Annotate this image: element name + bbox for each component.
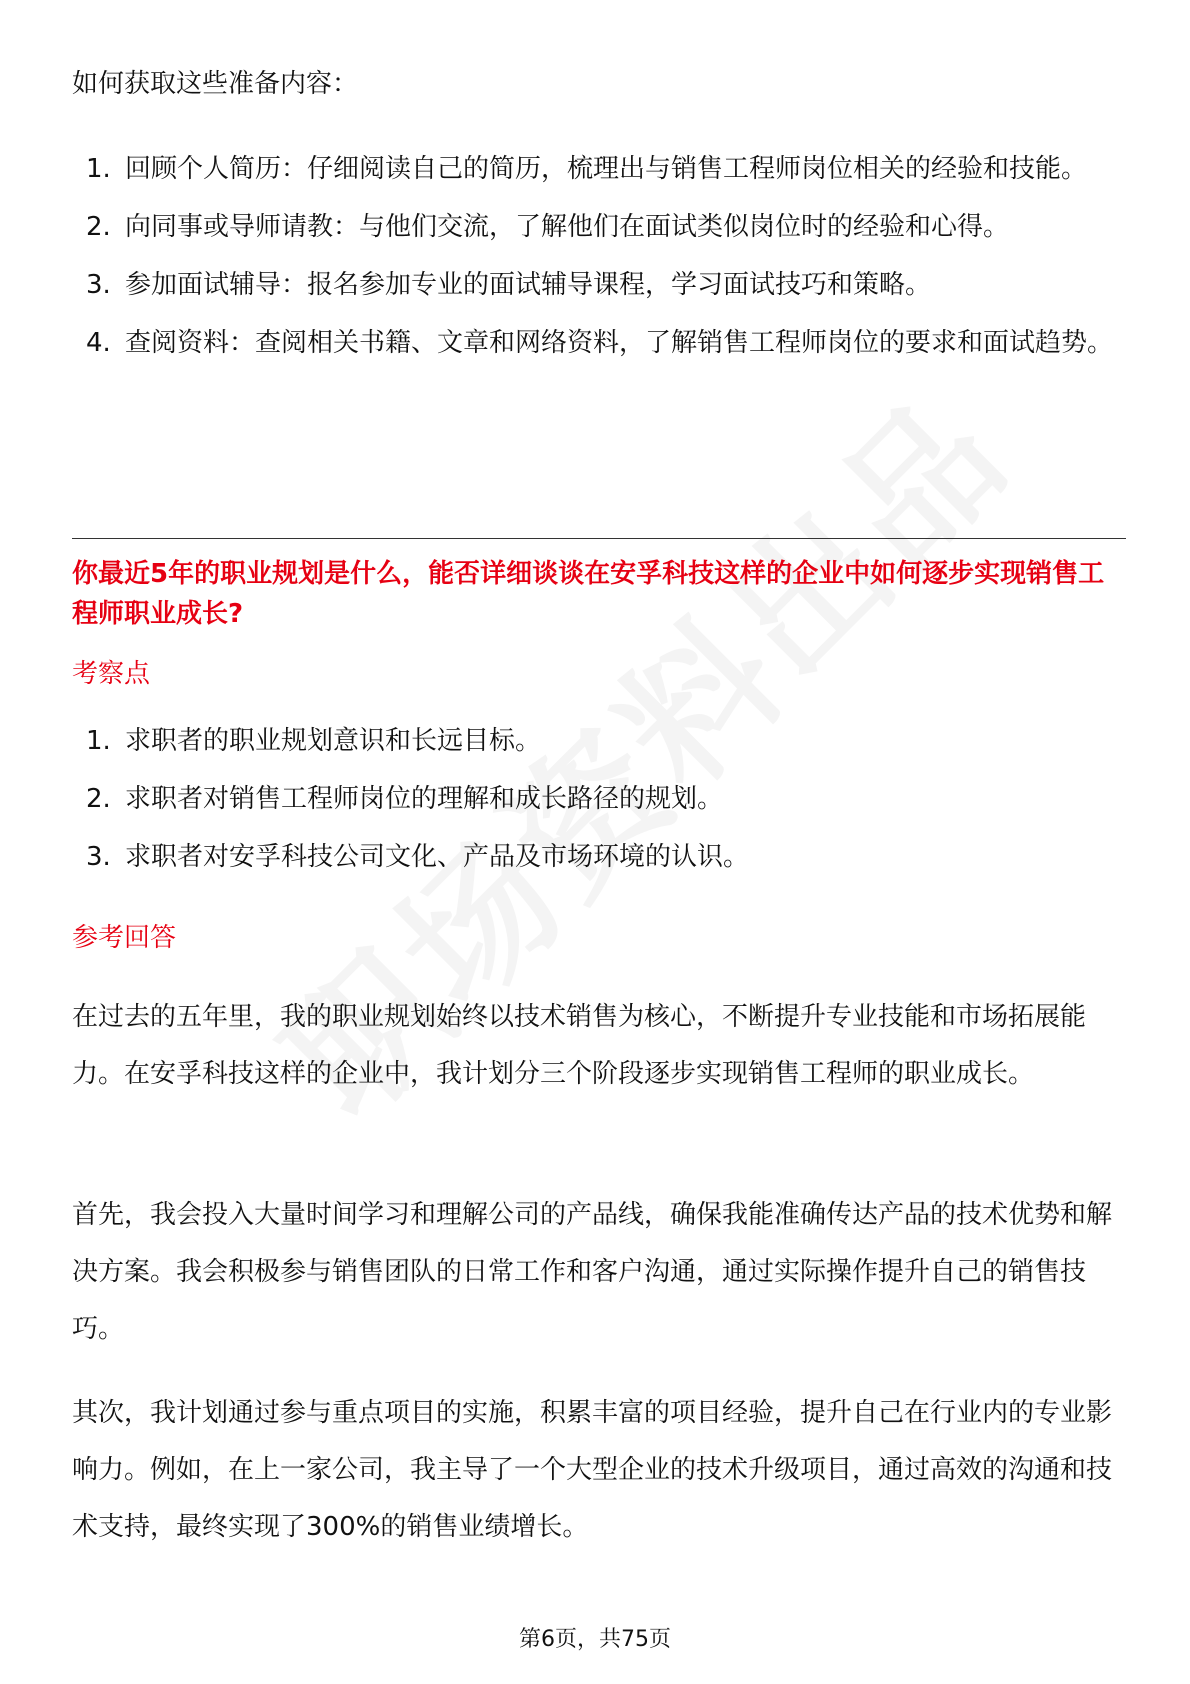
intro-text: 如何获取这些准备内容： — [72, 69, 359, 99]
assessment-label: 考察点 — [72, 659, 151, 689]
assessment-list — [72, 712, 1122, 886]
list-item — [72, 198, 1122, 256]
list-number: 1. — [86, 154, 111, 184]
list-item-text: 查阅资料：查阅相关书籍、文章和网络资料，了解销售工程师岗位的要求和面试趋势。 — [125, 328, 1114, 358]
answer-paragraph: 其次，我计划通过参与重点项目的实施，积累丰富的项目经验，提升自己在行业内的专业影响力。例如，在上一家公司，我主导了一个大型企业的技术升级项目，通过高效的沟通和技术支持，最终实现了300%的销售业绩增长。 — [72, 1398, 1113, 1542]
prep-list — [72, 140, 1122, 372]
list-number: 2. — [86, 784, 111, 814]
list-item — [72, 770, 1122, 828]
list-number: 2. — [86, 212, 111, 242]
list-item — [72, 828, 1122, 886]
list-item — [72, 256, 1122, 314]
page-footer: 第6页，共75页 — [519, 1627, 671, 1652]
list-number: 3. — [86, 842, 111, 872]
list-number: 4. — [86, 328, 111, 358]
list-number: 3. — [86, 270, 111, 300]
list-item-text: 参加面试辅导：报名参加专业的面试辅导课程，学习面试技巧和策略。 — [125, 270, 932, 300]
list-item — [72, 314, 1122, 372]
list-item-text: 回顾个人简历：仔细阅读自己的简历，梳理出与销售工程师岗位相关的经验和技能。 — [125, 154, 1088, 184]
list-item — [72, 712, 1122, 770]
list-item-text: 求职者对销售工程师岗位的理解和成长路径的规划。 — [125, 784, 724, 814]
answer-paragraph: 首先，我会投入大量时间学习和理解公司的产品线，确保我能准确传达产品的技术优势和解决方案。我会积极参与销售团队的日常工作和客户沟通，通过实际操作提升自己的销售技巧。 — [72, 1200, 1113, 1344]
list-number: 1. — [86, 726, 111, 756]
list-item-text: 求职者的职业规划意识和长远目标。 — [125, 726, 542, 756]
section-divider — [72, 538, 1126, 539]
answer-paragraph: 在过去的五年里，我的职业规划始终以技术销售为核心，不断提升专业技能和市场拓展能力。在安孚科技这样的企业中，我计划分三个阶段逐步实现销售工程师的职业成长。 — [72, 1002, 1087, 1089]
list-item — [72, 140, 1122, 198]
list-item-text: 求职者对安孚科技公司文化、产品及市场环境的认识。 — [125, 842, 750, 872]
question-heading: 你最近5年的职业规划是什么，能否详细谈谈在安孚科技这样的企业中如何逐步实现销售工程师职业成长? — [72, 559, 1105, 629]
list-item-text: 向同事或导师请教：与他们交流，了解他们在面试类似岗位时的经验和心得。 — [125, 212, 1010, 242]
answer-label: 参考回答 — [72, 923, 177, 953]
